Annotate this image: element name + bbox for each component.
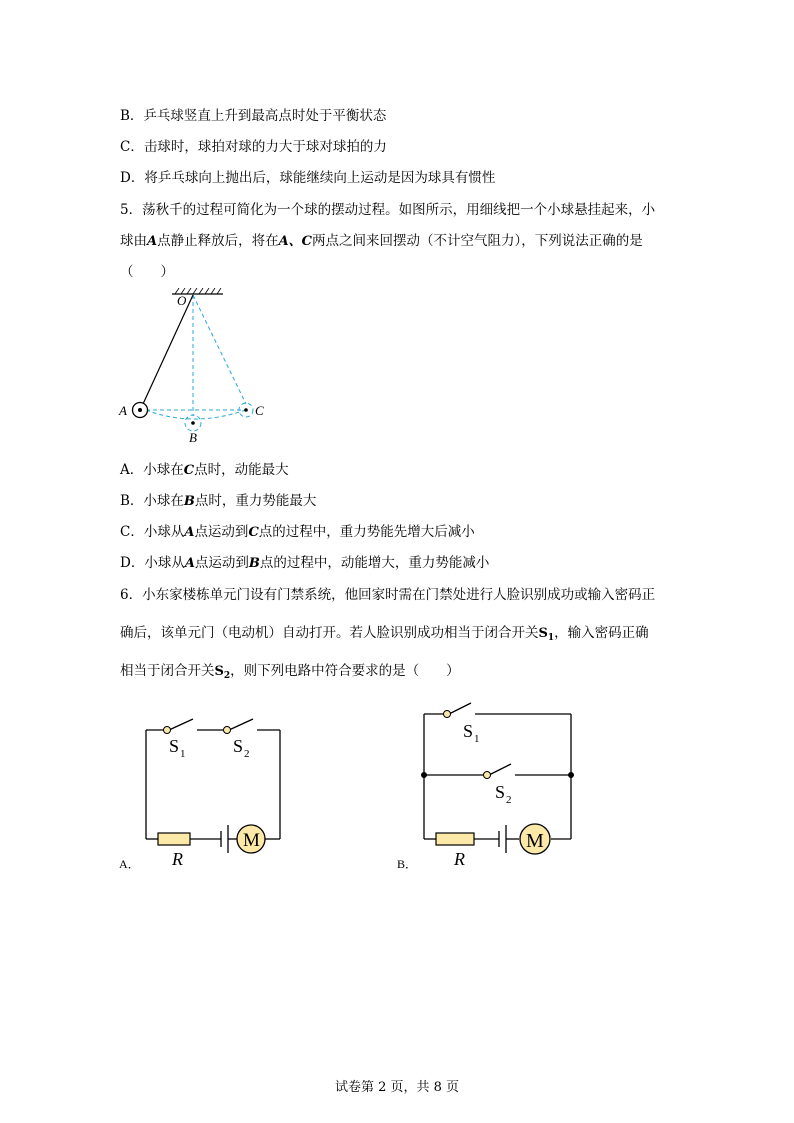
- switch-label: S: [233, 736, 244, 756]
- motor-label: M: [243, 830, 260, 851]
- option-text: D．小球从: [120, 555, 185, 571]
- subscript: 2: [223, 671, 231, 681]
- switch-label: S: [463, 721, 474, 741]
- q6-stem-text: ，输入密码正确: [554, 625, 649, 641]
- q5-stem-text: 两点之间来回摆动（不计空气阻力），下列说法正确的是: [312, 233, 643, 249]
- q6-stem-text: ，则下列电路中符合要求的是（ ）: [230, 663, 460, 679]
- switch-sub: 1: [474, 733, 480, 745]
- option-text: 点时，重力势能最大: [194, 493, 317, 509]
- pendulum-figure: [115, 288, 275, 448]
- q5-stem-line1: 5．荡秋千的过程可简化为一个球的摆动过程。如图所示，用细线把一个小球悬挂起来，小: [120, 202, 656, 218]
- q4-option-c: C．击球时，球拍对球的力大于球对球拍的力: [120, 139, 387, 155]
- var-a: A: [147, 234, 158, 249]
- q5-option-b: [120, 489, 316, 509]
- var-c: C: [248, 525, 259, 540]
- circuit-b: [393, 692, 583, 877]
- option-text: 点运动到: [194, 555, 249, 571]
- resistor-label: R: [172, 849, 183, 869]
- q5-answer-bracket: （ ）: [120, 264, 174, 280]
- option-text: B．小球在: [120, 493, 184, 509]
- option-text: 点时，动能最大: [194, 462, 289, 478]
- option-text: 点的过程中，动能增大，重力势能减小: [259, 555, 490, 571]
- option-text: 点运动到: [194, 524, 249, 540]
- q6-stem-text: 确后，该单元门（电动机）自动打开。若人脸识别成功相当于闭合开关: [120, 625, 539, 641]
- option-text: C．小球从: [120, 524, 185, 540]
- q5-option-d: [120, 551, 489, 571]
- q4-option-b: B．乒乓球竖直上升到最高点时处于平衡状态: [120, 108, 387, 124]
- switch-sub: 1: [180, 748, 186, 760]
- q5-option-a: [120, 458, 289, 478]
- q6-stem-line1: 6．小东家楼栋单元门设有门禁系统，他回家时需在门禁处进行人脸识别成功或输入密码正: [120, 587, 656, 603]
- label-o: O: [177, 293, 187, 308]
- var-a: A: [184, 556, 195, 571]
- option-text: A．小球在: [120, 462, 184, 478]
- var-ac: A、C: [278, 234, 313, 249]
- var-s2: [215, 664, 231, 679]
- switch-sub: 2: [244, 748, 250, 760]
- motor-label: M: [526, 830, 544, 852]
- page-footer: 试卷第 2 页，共 8 页: [334, 1080, 460, 1095]
- label-c: C: [255, 403, 264, 418]
- q5-stem-text: 点静止释放后，将在: [157, 233, 279, 249]
- switch-sub: 2: [506, 794, 512, 806]
- label-a: A: [119, 403, 127, 418]
- switch-label: S: [169, 736, 180, 756]
- q6-stem-line2: [120, 621, 649, 643]
- var-a: A: [184, 525, 195, 540]
- var-s: S: [214, 664, 224, 679]
- resistor-label: R: [454, 849, 465, 869]
- q4-option-d: D．将乒乓球向上抛出后，球能继续向上运动是因为球具有惯性: [120, 170, 496, 186]
- circuit-a: [115, 712, 295, 877]
- q5-stem-text: 球由: [120, 233, 147, 249]
- var-s: S: [538, 626, 548, 641]
- switch-label: S: [495, 782, 506, 802]
- q5-option-c: [120, 520, 475, 540]
- var-b: B: [183, 494, 195, 509]
- option-label: B．: [397, 857, 418, 871]
- var-c: C: [183, 463, 195, 478]
- option-label: A．: [119, 857, 140, 871]
- q5-stem-line2: [120, 229, 643, 249]
- label-b: B: [189, 430, 197, 445]
- option-text: 点的过程中，重力势能先增大后减小: [258, 524, 475, 540]
- var-b: B: [248, 556, 260, 571]
- var-s1: [539, 626, 555, 641]
- subscript: 1: [547, 633, 555, 643]
- q6-stem-text: 相当于闭合开关: [120, 663, 215, 679]
- q6-stem-line3: [120, 659, 460, 681]
